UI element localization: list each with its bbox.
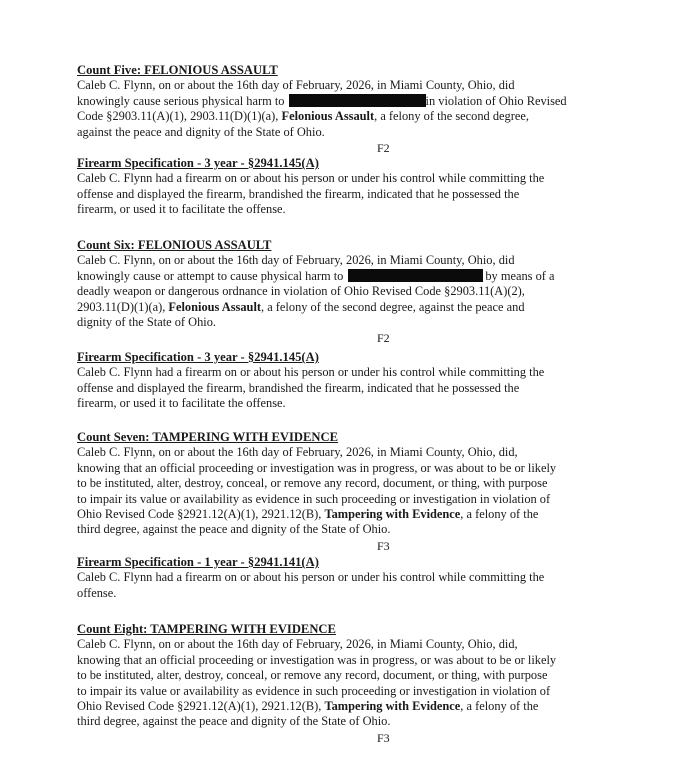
text-fragment: in violation of Ohio Revised: [425, 93, 567, 108]
felony-class-label: F3: [377, 539, 390, 553]
redaction-bar: [289, 94, 426, 107]
offense-name: Tampering with Evidence: [324, 506, 461, 521]
felony-class-label: F2: [377, 331, 390, 345]
count-eight: [77, 622, 593, 730]
count-five: [77, 63, 593, 140]
spec-text-line: Caleb C. Flynn had a firearm on or about his person or under his control while committing the: [77, 365, 545, 380]
text-fragment: 2903.11(D)(1)(a),: [77, 299, 169, 314]
count-text-line: third degree, against the peace and dignity of the State of Ohio.: [77, 522, 391, 537]
text-fragment: , a felony of the: [460, 698, 539, 713]
count-text-line: Caleb C. Flynn, on or about the 16th day of February, 2026, in Miami County, Ohio, did: [77, 253, 515, 268]
count-text-line: [77, 699, 593, 714]
offense-name: Tampering with Evidence: [324, 698, 461, 713]
count-text-line: [77, 109, 593, 124]
count-text-line: to impair its value or availability as evidence in such proceeding or investigation in violation of: [77, 491, 551, 506]
count-text-line: third degree, against the peace and dignity of the State of Ohio.: [77, 714, 391, 729]
count-heading: Count Seven: TAMPERING WITH EVIDENCE: [77, 430, 339, 444]
text-fragment: knowingly cause serious physical harm to: [77, 93, 285, 108]
spec-heading: Firearm Specification - 3 year - §2941.145(A): [77, 156, 319, 170]
spec-text-line: firearm, or used it to facilitate the offense.: [77, 396, 286, 411]
count-text-line: dignity of the State of Ohio.: [77, 314, 217, 329]
spec-text-line: offense and displayed the firearm, brandished the firearm, indicated that he possessed the: [77, 186, 520, 201]
count-six: [77, 238, 593, 330]
count-text-line: [77, 300, 593, 315]
felony-class-label: F2: [377, 141, 390, 155]
count-heading: Count Eight: TAMPERING WITH EVIDENCE: [77, 622, 336, 636]
spec-text-line: Caleb C. Flynn had a firearm on or about his person or under his control while committing the: [77, 570, 545, 585]
spec-heading: Firearm Specification - 1 year - §2941.141(A): [77, 555, 319, 569]
spec-text-line: Caleb C. Flynn had a firearm on or about his person or under his control while committing the: [77, 171, 545, 186]
count-text-line: [77, 269, 593, 284]
text-fragment: by means of a: [485, 268, 555, 283]
count-text-line: Caleb C. Flynn, on or about the 16th day of February, 2026, in Miami County, Ohio, did: [77, 78, 515, 93]
count-text-line: knowing that an official proceeding or investigation was in progress, or was about to be or likely: [77, 652, 557, 667]
spec-text-line: offense and displayed the firearm, brandished the firearm, indicated that he possessed the: [77, 380, 520, 395]
text-fragment: Ohio Revised Code §2921.12(A)(1), 2921.12(B),: [77, 698, 325, 713]
text-fragment: Code §2903.11(A)(1), 2903.11(D)(1)(a),: [77, 109, 282, 124]
count-text-line: Caleb C. Flynn, on or about the 16th day of February, 2026, in Miami County, Ohio, did,: [77, 637, 518, 652]
text-fragment: , a felony of the second degree, against the peace and: [261, 299, 525, 314]
felony-class-label: F3: [377, 731, 390, 745]
offense-name: Felonious Assault: [281, 109, 375, 124]
firearm-spec-six: [77, 350, 593, 412]
text-fragment: , a felony of the: [460, 506, 539, 521]
count-seven: [77, 430, 593, 538]
text-fragment: Ohio Revised Code §2921.12(A)(1), 2921.12(B),: [77, 506, 325, 521]
count-heading: Count Six: FELONIOUS ASSAULT: [77, 238, 272, 252]
count-heading: Count Five: FELONIOUS ASSAULT: [77, 63, 278, 77]
count-text-line: to be instituted, alter, destroy, conceal, or remove any record, document, or thing, with purpose: [77, 476, 548, 491]
count-text-line: against the peace and dignity of the State of Ohio.: [77, 124, 325, 139]
count-text-line: Caleb C. Flynn, on or about the 16th day of February, 2026, in Miami County, Ohio, did,: [77, 445, 518, 460]
spec-heading: Firearm Specification - 3 year - §2941.145(A): [77, 350, 319, 364]
count-text-line: [77, 507, 593, 522]
count-text-line: deadly weapon or dangerous ordnance in violation of Ohio Revised Code §2903.11(A)(2),: [77, 284, 525, 299]
offense-name: Felonious Assault: [168, 299, 262, 314]
spec-text-line: offense.: [77, 585, 117, 600]
count-text-line: [77, 94, 593, 109]
firearm-spec-seven: [77, 555, 593, 601]
count-text-line: to be instituted, alter, destroy, conceal, or remove any record, document, or thing, with purpose: [77, 668, 548, 683]
count-text-line: to impair its value or availability as evidence in such proceeding or investigation in violation of: [77, 683, 551, 698]
redaction-bar: [348, 269, 483, 282]
firearm-spec-five: [77, 156, 593, 218]
spec-text-line: firearm, or used it to facilitate the offense.: [77, 202, 286, 217]
text-fragment: , a felony of the second degree,: [374, 109, 529, 124]
count-text-line: knowing that an official proceeding or investigation was in progress, or was about to be or likely: [77, 460, 557, 475]
text-fragment: knowingly cause or attempt to cause physical harm to: [77, 268, 344, 283]
